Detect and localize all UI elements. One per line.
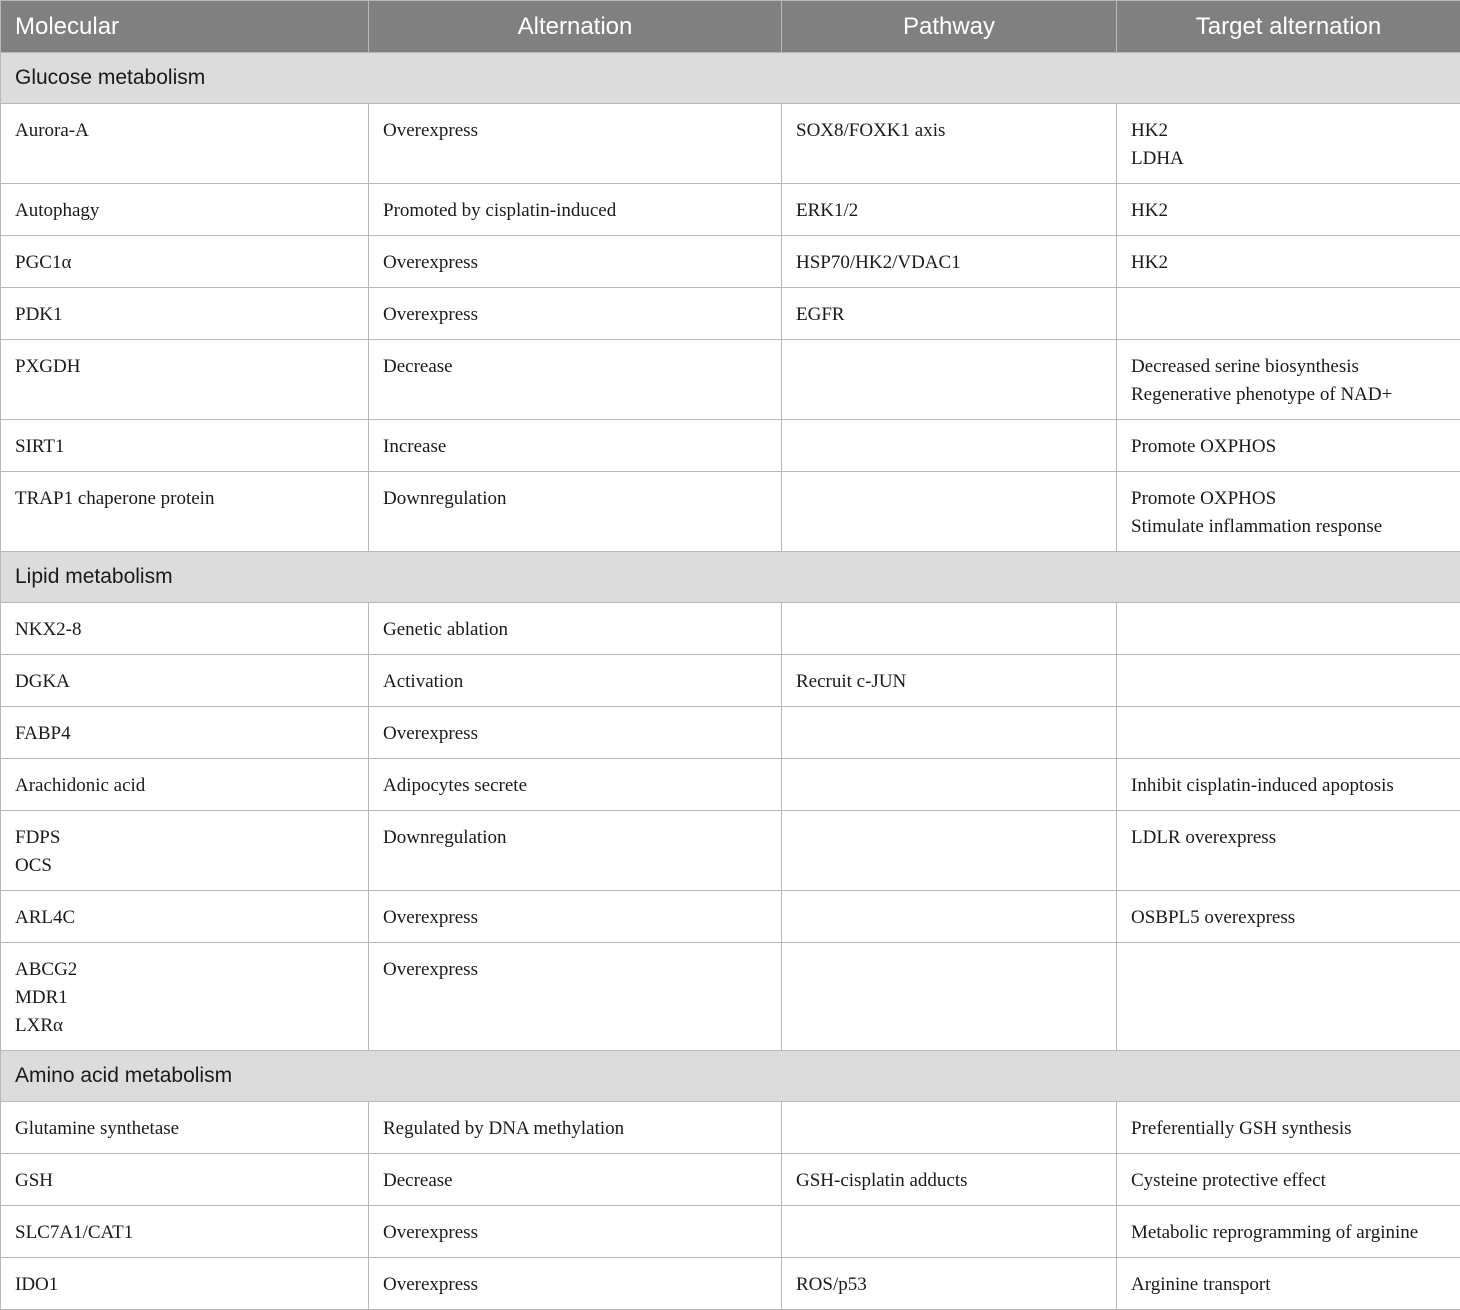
cell-alternation: [369, 472, 782, 552]
cell-text: Overexpress: [383, 301, 767, 329]
cell-text: Stimulate inflammation response: [1131, 513, 1446, 541]
cell-alternation: [369, 184, 782, 236]
cell-molecular: [1, 1258, 369, 1310]
cell-text: LDLR overexpress: [1131, 824, 1446, 852]
cell-target: [1117, 184, 1460, 236]
cell-molecular: [1, 340, 369, 420]
cell-pathway: [782, 943, 1117, 1051]
cell-text: Overexpress: [383, 117, 767, 145]
cell-text: Downregulation: [383, 824, 767, 852]
cell-text: HK2: [1131, 117, 1446, 145]
cell-molecular: [1, 104, 369, 184]
cell-alternation: [369, 1154, 782, 1206]
cell-text: OSBPL5 overexpress: [1131, 904, 1446, 932]
cell-alternation: [369, 891, 782, 943]
cell-pathway: [782, 340, 1117, 420]
cell-text: PDK1: [15, 301, 354, 329]
header-pathway: Pathway: [782, 1, 1117, 53]
cell-pathway: [782, 420, 1117, 472]
cell-text: Recruit c-JUN: [796, 668, 1102, 696]
cell-alternation: [369, 236, 782, 288]
table-row: [1, 340, 1460, 420]
cell-target: [1117, 236, 1460, 288]
cell-target: [1117, 1102, 1460, 1154]
cell-text: Overexpress: [383, 1219, 767, 1247]
cell-molecular: [1, 891, 369, 943]
cell-pathway: [782, 1206, 1117, 1258]
cell-text: Glutamine synthetase: [15, 1115, 354, 1143]
cell-text: Arginine transport: [1131, 1271, 1446, 1299]
table-row: [1, 1102, 1460, 1154]
table-row: [1, 420, 1460, 472]
table-row: [1, 1206, 1460, 1258]
header-molecular: Molecular: [1, 1, 369, 53]
table-row: [1, 603, 1460, 655]
cell-text: OCS: [15, 852, 354, 880]
cell-target: [1117, 891, 1460, 943]
cell-pathway: [782, 603, 1117, 655]
cell-pathway: [782, 759, 1117, 811]
cell-pathway: [782, 891, 1117, 943]
table-row: [1, 104, 1460, 184]
cell-pathway: [782, 655, 1117, 707]
cell-text: ARL4C: [15, 904, 354, 932]
cell-target: [1117, 340, 1460, 420]
cell-alternation: [369, 1206, 782, 1258]
cell-molecular: [1, 184, 369, 236]
cell-alternation: [369, 1102, 782, 1154]
cell-molecular: [1, 943, 369, 1051]
header-row: [1, 1, 1460, 53]
cell-molecular: [1, 603, 369, 655]
cell-target: [1117, 472, 1460, 552]
cell-text: ROS/p53: [796, 1271, 1102, 1299]
table-row: [1, 759, 1460, 811]
cell-text: Adipocytes secrete: [383, 772, 767, 800]
table-row: [1, 891, 1460, 943]
cell-target: [1117, 943, 1460, 1051]
cell-target: [1117, 603, 1460, 655]
cell-text: MDR1: [15, 984, 354, 1012]
cell-target: [1117, 707, 1460, 759]
cell-target: [1117, 759, 1460, 811]
cell-text: Genetic ablation: [383, 616, 767, 644]
cell-pathway: [782, 1258, 1117, 1310]
table-row: [1, 236, 1460, 288]
cell-text: DGKA: [15, 668, 354, 696]
cell-text: Activation: [383, 668, 767, 696]
cell-text: TRAP1 chaperone protein: [15, 485, 354, 513]
cell-text: FABP4: [15, 720, 354, 748]
cell-text: Promoted by cisplatin-induced: [383, 197, 767, 225]
table-row: [1, 655, 1460, 707]
table-row: [1, 288, 1460, 340]
cell-text: Regulated by DNA methylation: [383, 1115, 767, 1143]
cell-text: PGC1α: [15, 249, 354, 277]
cell-text: Decrease: [383, 1167, 767, 1195]
cell-text: SIRT1: [15, 433, 354, 461]
cell-pathway: [782, 811, 1117, 891]
cell-text: Decreased serine biosynthesis: [1131, 353, 1446, 381]
section-row: [1, 552, 1460, 603]
cell-target: [1117, 1206, 1460, 1258]
cell-text: Cysteine protective effect: [1131, 1167, 1446, 1195]
cell-alternation: [369, 655, 782, 707]
cell-text: Promote OXPHOS: [1131, 433, 1446, 461]
cell-pathway: [782, 184, 1117, 236]
cell-molecular: [1, 707, 369, 759]
cell-text: Overexpress: [383, 904, 767, 932]
header-target-alternation: Target alternation: [1117, 1, 1460, 53]
table-row: [1, 707, 1460, 759]
cell-alternation: [369, 707, 782, 759]
cell-text: Downregulation: [383, 485, 767, 513]
cell-pathway: [782, 707, 1117, 759]
table-body: [1, 53, 1460, 1310]
cell-molecular: [1, 420, 369, 472]
cell-text: GSH-cisplatin adducts: [796, 1167, 1102, 1195]
cell-alternation: [369, 420, 782, 472]
cell-text: Overexpress: [383, 720, 767, 748]
cell-pathway: [782, 472, 1117, 552]
cell-text: HSP70/HK2/VDAC1: [796, 249, 1102, 277]
section-row: [1, 53, 1460, 104]
cell-target: [1117, 104, 1460, 184]
cell-text: FDPS: [15, 824, 354, 852]
cell-text: HK2: [1131, 249, 1446, 277]
cell-pathway: [782, 236, 1117, 288]
cell-alternation: [369, 943, 782, 1051]
cell-target: [1117, 420, 1460, 472]
cell-molecular: [1, 1154, 369, 1206]
cell-text: ERK1/2: [796, 197, 1102, 225]
cell-text: Metabolic reprogramming of arginine: [1131, 1219, 1446, 1247]
table-row: [1, 811, 1460, 891]
cell-pathway: [782, 1102, 1117, 1154]
cell-alternation: [369, 603, 782, 655]
cell-text: EGFR: [796, 301, 1102, 329]
cell-target: [1117, 655, 1460, 707]
cell-text: Arachidonic acid: [15, 772, 354, 800]
cell-molecular: [1, 472, 369, 552]
cell-pathway: [782, 104, 1117, 184]
cell-alternation: [369, 1258, 782, 1310]
cell-target: [1117, 1154, 1460, 1206]
cell-molecular: [1, 655, 369, 707]
cell-text: Regenerative phenotype of NAD+: [1131, 381, 1446, 409]
cell-text: NKX2-8: [15, 616, 354, 644]
cell-text: Preferentially GSH synthesis: [1131, 1115, 1446, 1143]
cell-text: LXRα: [15, 1012, 354, 1040]
table-row: [1, 1258, 1460, 1310]
cell-text: PXGDH: [15, 353, 354, 381]
cell-target: [1117, 811, 1460, 891]
cell-text: Autophagy: [15, 197, 354, 225]
cell-text: Promote OXPHOS: [1131, 485, 1446, 513]
cell-target: [1117, 1258, 1460, 1310]
section-title: Glucose metabolism: [1, 53, 1460, 104]
cell-text: SLC7A1/CAT1: [15, 1219, 354, 1247]
cell-molecular: [1, 811, 369, 891]
cell-text: Overexpress: [383, 956, 767, 984]
section-row: [1, 1051, 1460, 1102]
cell-text: Overexpress: [383, 249, 767, 277]
cell-text: Aurora-A: [15, 117, 354, 145]
section-title: Lipid metabolism: [1, 552, 1460, 603]
cell-alternation: [369, 340, 782, 420]
cell-alternation: [369, 288, 782, 340]
cell-pathway: [782, 288, 1117, 340]
cell-pathway: [782, 1154, 1117, 1206]
cell-target: [1117, 288, 1460, 340]
cell-molecular: [1, 288, 369, 340]
cell-text: SOX8/FOXK1 axis: [796, 117, 1102, 145]
cell-text: LDHA: [1131, 145, 1446, 173]
cell-text: ABCG2: [15, 956, 354, 984]
cell-text: IDO1: [15, 1271, 354, 1299]
cell-alternation: [369, 104, 782, 184]
cell-alternation: [369, 759, 782, 811]
cell-text: Inhibit cisplatin-induced apoptosis: [1131, 772, 1446, 800]
cell-text: GSH: [15, 1167, 354, 1195]
table-row: [1, 1154, 1460, 1206]
section-title: Amino acid metabolism: [1, 1051, 1460, 1102]
cell-molecular: [1, 236, 369, 288]
cell-text: Increase: [383, 433, 767, 461]
cell-molecular: [1, 759, 369, 811]
table-row: [1, 472, 1460, 552]
cell-text: Overexpress: [383, 1271, 767, 1299]
cell-text: Decrease: [383, 353, 767, 381]
cell-text: HK2: [1131, 197, 1446, 225]
table-row: [1, 184, 1460, 236]
cell-molecular: [1, 1102, 369, 1154]
cell-molecular: [1, 1206, 369, 1258]
cell-alternation: [369, 811, 782, 891]
table-row: [1, 943, 1460, 1051]
header-alternation: Alternation: [369, 1, 782, 53]
